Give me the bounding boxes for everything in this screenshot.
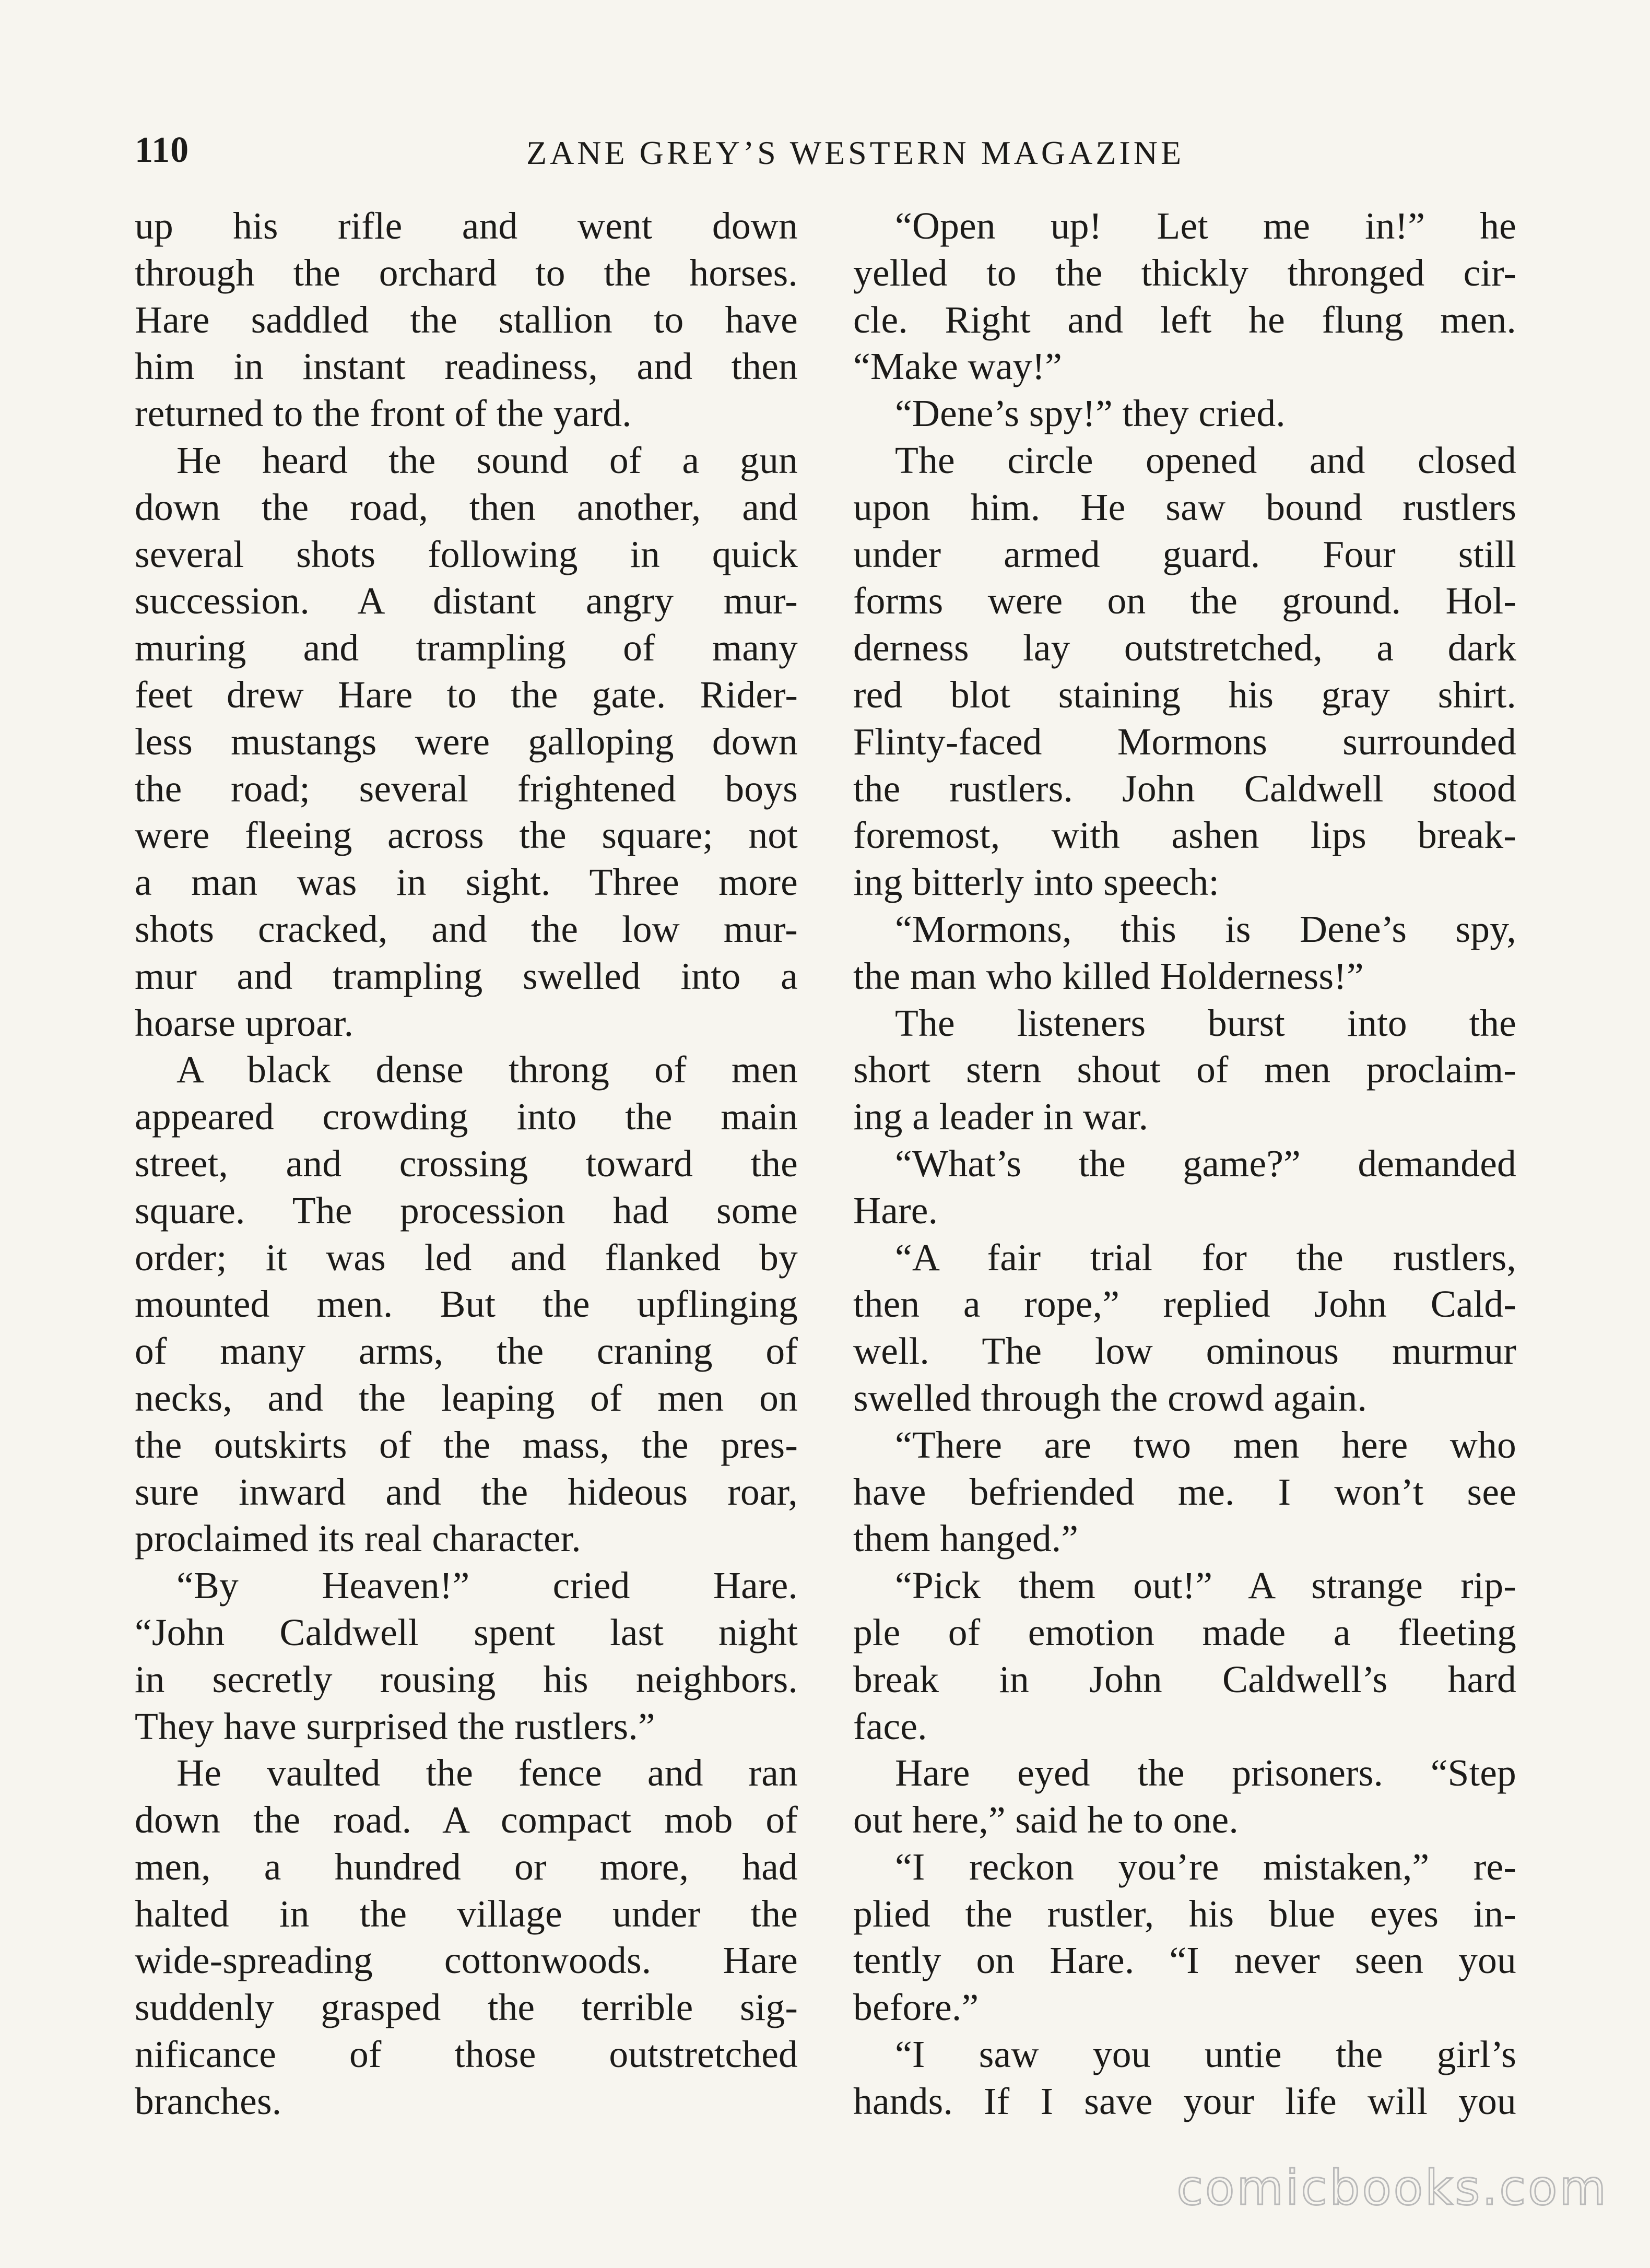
text-line: ing bitterly into speech: [853,861,1220,904]
paragraph [853,1140,1516,1234]
text-line: then a rope,” replied John Cald- [853,1283,1516,1326]
text-line: muring and trampling of many [135,627,798,669]
text-line: square. The procession had some [135,1189,798,1232]
text-line: were fleeing across the square; not [135,814,798,857]
paragraph [853,1422,1516,1562]
text-line: “Pick them out!” A strange rip- [895,1564,1516,1607]
text-line: red blot staining his gray shirt. [853,673,1516,716]
text-line: Flinty-faced Mormons surrounded [853,720,1516,763]
text-line: They have surprised the rustlers.” [135,1705,655,1747]
paragraph [135,437,798,1046]
text-line: the outskirts of the mass, the pres- [135,1423,798,1466]
watermark: comicbooks.com [1176,2160,1608,2216]
text-line: “Dene’s spy!” they cried. [895,392,1286,435]
text-line: a man was in sight. Three more [135,861,798,904]
text-line: short stern shout of men proclaim- [853,1048,1516,1091]
text-line: proclaimed its real character. [135,1517,581,1560]
text-line: “John Caldwell spent last night [135,1611,798,1653]
text-line: have befriended me. I won’t see [853,1470,1516,1513]
right-text-column [853,203,1516,2125]
text-line: order; it was led and flanked by [135,1236,798,1279]
text-line: A black dense throng of men [176,1048,798,1091]
text-line: street, and crossing toward the [135,1142,798,1185]
text-line: shots cracked, and the low mur- [135,907,798,950]
paragraph [853,390,1516,437]
text-line: yelled to the thickly thronged cir- [853,251,1516,294]
page-header [135,129,1513,187]
text-line: ing a leader in war. [853,1095,1149,1138]
text-line: hoarse uproar. [135,1001,354,1044]
text-line: them hanged.” [853,1517,1079,1560]
text-line: “There are two men here who [895,1423,1516,1466]
paragraph [135,1562,798,1750]
text-line: break in John Caldwell’s hard [853,1658,1516,1700]
text-line: feet drew Hare to the gate. Rider- [135,673,798,716]
text-line: Hare eyed the prisoners. “Step [895,1752,1516,1794]
text-line: sure inward and the hideous roar, [135,1470,798,1513]
text-line: halted in the village under the [135,1892,798,1935]
text-line: derness lay outstretched, a dark [853,627,1516,669]
text-line: ple of emotion made a fleeting [853,1611,1516,1653]
text-line: The listeners burst into the [895,1001,1516,1044]
text-line: branches. [135,2080,282,2122]
text-line: cle. Right and left he flung men. [853,298,1516,341]
text-line: “Make way!” [853,345,1063,388]
text-line: upon him. He saw bound rustlers [853,486,1516,528]
text-line: forms were on the ground. Hol- [853,580,1516,622]
text-line: returned to the front of the yard. [135,392,632,435]
text-line: in secretly rousing his neighbors. [135,1658,798,1700]
text-line: “A fair trial for the rustlers, [895,1236,1516,1279]
text-line: of many arms, the craning of [135,1330,798,1373]
running-head: ZANE GREY’S WESTERN MAGAZINE [526,134,1185,171]
text-line: necks, and the leaping of men on [135,1376,798,1419]
paragraph [853,437,1516,906]
text-line: the man who killed Holderness!” [853,954,1364,997]
text-line: up his rifle and went down [135,205,798,247]
paragraph [853,1234,1516,1422]
text-line: under armed guard. Four still [853,533,1516,575]
text-line: men, a hundred or more, had [135,1845,798,1888]
text-line: He heard the sound of a gun [176,439,798,481]
text-line: foremost, with ashen lips break- [853,814,1516,857]
text-line: “I saw you untie the girl’s [895,2033,1516,2076]
text-line: wide-spreading cottonwoods. Hare [135,1939,798,1982]
paragraph [853,1844,1516,2031]
text-line: “I reckon you’re mistaken,” re- [895,1845,1516,1888]
text-line: the rustlers. John Caldwell stood [853,767,1516,810]
text-line: suddenly grasped the terrible sig- [135,1986,798,2029]
text-line: tently on Hare. “I never seen you [853,1939,1516,1982]
text-line: succession. A distant angry mur- [135,580,798,622]
paragraph [853,906,1516,1000]
text-line: hands. If I save your life will you [853,2080,1516,2122]
left-text-column [135,203,798,2125]
paragraph [135,1750,798,2124]
text-line: “What’s the game?” demanded [895,1142,1516,1185]
text-line: mounted men. But the upflinging [135,1283,798,1326]
text-line: the road; several frightened boys [135,767,798,810]
page-number: 110 [135,130,190,170]
text-line: through the orchard to the horses. [135,251,798,294]
paragraph [853,2031,1516,2125]
paragraph [853,1000,1516,1140]
text-line: down the road, then another, and [135,486,798,528]
text-line: less mustangs were galloping down [135,720,798,763]
text-line: nificance of those outstretched [135,2033,798,2076]
text-line: well. The low ominous murmur [853,1330,1516,1373]
text-line: “By Heaven!” cried Hare. [176,1564,798,1607]
text-line: appeared crowding into the main [135,1095,798,1138]
text-line: before.” [853,1986,979,2029]
paragraph [135,1046,798,1562]
text-line: several shots following in quick [135,533,798,575]
text-line: “Mormons, this is Dene’s spy, [895,907,1516,950]
text-line: “Open up! Let me in!” he [895,205,1516,247]
text-line: down the road. A compact mob of [135,1799,798,1841]
text-line: mur and trampling swelled into a [135,954,798,997]
text-line: plied the rustler, his blue eyes in- [853,1892,1516,1935]
text-line: face. [853,1705,927,1747]
paragraph [853,1750,1516,1844]
text-line: swelled through the crowd again. [853,1376,1368,1419]
paragraph [853,203,1516,390]
text-line: Hare. [853,1189,938,1232]
paragraph [853,1562,1516,1750]
text-line: The circle opened and closed [895,439,1516,481]
paragraph [135,203,798,437]
text-line: Hare saddled the stallion to have [135,298,798,341]
text-line: out here,” said he to one. [853,1799,1239,1841]
text-line: him in instant readiness, and then [135,345,798,388]
text-line: He vaulted the fence and ran [176,1752,798,1794]
